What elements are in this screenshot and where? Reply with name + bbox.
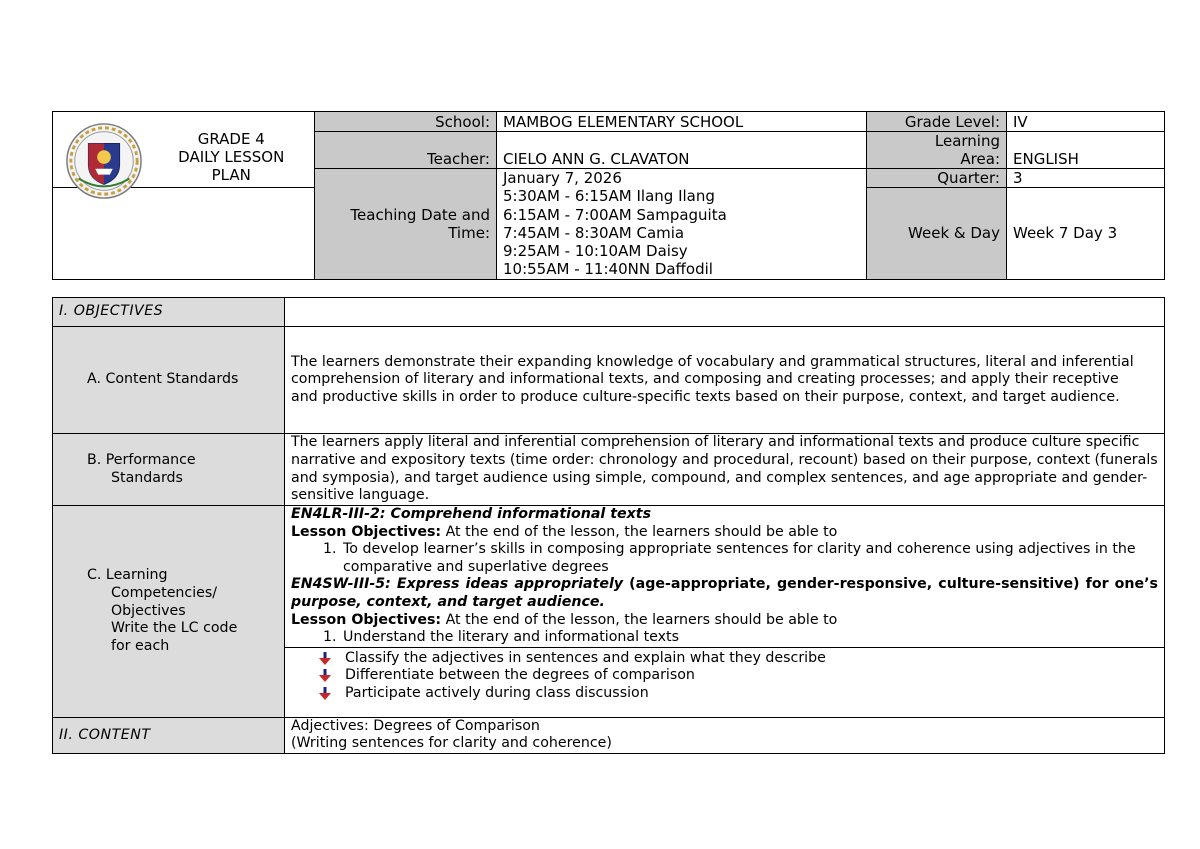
performance-standards-label [53, 434, 285, 506]
lc1-objective-item: 1. To develop learner’s skills in composing appropriate sentences for clarity and coherence using adjectives in the comparative and superlative degrees [341, 541, 1158, 576]
performance-standards-text: The learners apply literal and inferential comprehension of literary and informational texts and produce culture specific narrative and expository texts (time order: chronology and procedural, recount) based on their purpose, context (funerals and symposia), and target audience using simple, compound, and complex sentences, and age appropriate and gender-sensitive language. [285, 434, 1165, 506]
specific-objective-item [319, 685, 1158, 703]
lesson-objectives-label: Lesson Objectives: [291, 523, 442, 540]
school-label: School: [315, 112, 497, 132]
lesson-objectives-text: At the end of the lesson, the learners should be able to [441, 611, 838, 628]
content-standards-line: The learners demonstrate their expanding knowledge of vocabulary and grammatical structures, literal and inferential [291, 353, 1134, 370]
content-heading: II. CONTENT [53, 717, 285, 753]
school-value: MAMBOG ELEMENTARY SCHOOL [497, 112, 867, 132]
area-label-line: Area: [960, 150, 1000, 168]
plan-title-line: DAILY LESSON [178, 148, 285, 166]
content-standards-text [285, 327, 1165, 434]
time-slot: 7:45AM - 8:30AM Camia [503, 223, 685, 242]
grade-label: Grade Level: [867, 112, 1007, 132]
down-arrow-bullet-icon [319, 687, 331, 701]
plan-title-line: PLAN [211, 166, 251, 184]
learning-competencies-text [285, 506, 1165, 648]
deped-seal-icon [65, 122, 143, 200]
lc2-code-purpose: purpose, context, and target audience. [291, 593, 605, 610]
plan-title-cell [149, 112, 315, 188]
lc-label-line: Competencies/ [111, 584, 218, 601]
logo-cell [53, 112, 149, 188]
lc2-objective-list [291, 629, 1158, 647]
specific-objective-text: Classify the adjectives in sentences and explain what they describe [345, 649, 826, 666]
specific-objective-item [319, 650, 1158, 668]
lc-label-line: Objectives [111, 602, 186, 619]
performance-label-line: Standards [111, 469, 183, 486]
logo-spacer [53, 188, 315, 280]
teacher-label: Teacher: [315, 132, 497, 169]
area-label [867, 132, 1007, 169]
week-label: Week & Day [867, 188, 1007, 280]
down-arrow-bullet-icon [319, 669, 331, 683]
lesson-objectives-text: At the end of the lesson, the learners should be able to [441, 523, 838, 540]
specific-objective-text: Differentiate between the degrees of comparison [345, 667, 695, 684]
teacher-value: CIELO ANN G. CLAVATON [497, 132, 867, 169]
date-label-line: Time: [448, 223, 490, 242]
content-standards-label: A. Content Standards [53, 327, 285, 434]
content-line: Adjectives: Degrees of Comparison [291, 717, 540, 734]
lc-label-line: C. Learning [87, 567, 168, 584]
specific-objective-item [319, 667, 1158, 685]
lesson-objectives-label: Lesson Objectives: [291, 611, 442, 628]
header-table [52, 111, 1165, 280]
grade-value: IV [1007, 112, 1165, 132]
plan-title-line: GRADE 4 [197, 130, 265, 148]
specific-objectives-cell [285, 647, 1165, 717]
lc1-code: EN4LR-III-2: Comprehend informational texts [291, 506, 652, 522]
specific-objective-text: Participate actively during class discussion [345, 684, 649, 701]
down-arrow-bullet-icon [319, 652, 331, 666]
time-slot: 6:15AM - 7:00AM Sampaguita [503, 205, 727, 224]
date-time-value [497, 169, 867, 280]
date-label [315, 169, 497, 280]
specific-objectives-list [291, 650, 1158, 703]
lc1-objective-list [291, 541, 1158, 576]
content-standards-line: and productive skills in order to produce culture-specific texts based on their purpose, context, and target audience. [291, 388, 1120, 405]
time-slot: 9:25AM - 10:10AM Daisy [503, 242, 688, 261]
area-label-line: Learning [934, 132, 1000, 150]
content-text [285, 717, 1165, 753]
quarter-value: 3 [1007, 169, 1165, 188]
date-label-line: Teaching Date and [350, 205, 490, 224]
lesson-objectives-line [291, 612, 1158, 630]
lc-label-line: Write the LC code [111, 620, 238, 637]
lc2-code [291, 576, 1158, 611]
content-standards-line: comprehension of literary and informational texts, and composing and creating processes; and apply their receptive [291, 371, 1119, 388]
objectives-heading: I. OBJECTIVES [53, 298, 285, 327]
lc2-objective-item: 1. Understand the literary and informational texts [341, 629, 1158, 647]
objectives-empty-cell [285, 298, 1165, 327]
lc2-code-title: EN4SW-III-5: Express ideas appropriately [291, 576, 624, 593]
lc2-code-detail: (age-appropriate, gender-responsive, culture-sensitive) for one’s [623, 576, 1158, 593]
time-slot: 10:55AM - 11:40NN Daffodil [503, 260, 713, 279]
quarter-label: Quarter: [867, 169, 1007, 188]
content-line: (Writing sentences for clarity and coherence) [291, 735, 612, 752]
area-value: ENGLISH [1007, 132, 1165, 169]
learning-competencies-label [53, 506, 285, 718]
performance-label-line: B. Performance [87, 451, 196, 468]
week-value: Week 7 Day 3 [1007, 188, 1165, 280]
time-slot: 5:30AM - 6:15AM Ilang Ilang [503, 187, 715, 206]
lc-label-line: for each [111, 637, 170, 654]
lesson-plan-table [52, 297, 1165, 754]
lesson-objectives-line [291, 524, 1158, 542]
date-line: January 7, 2026 [503, 169, 622, 187]
